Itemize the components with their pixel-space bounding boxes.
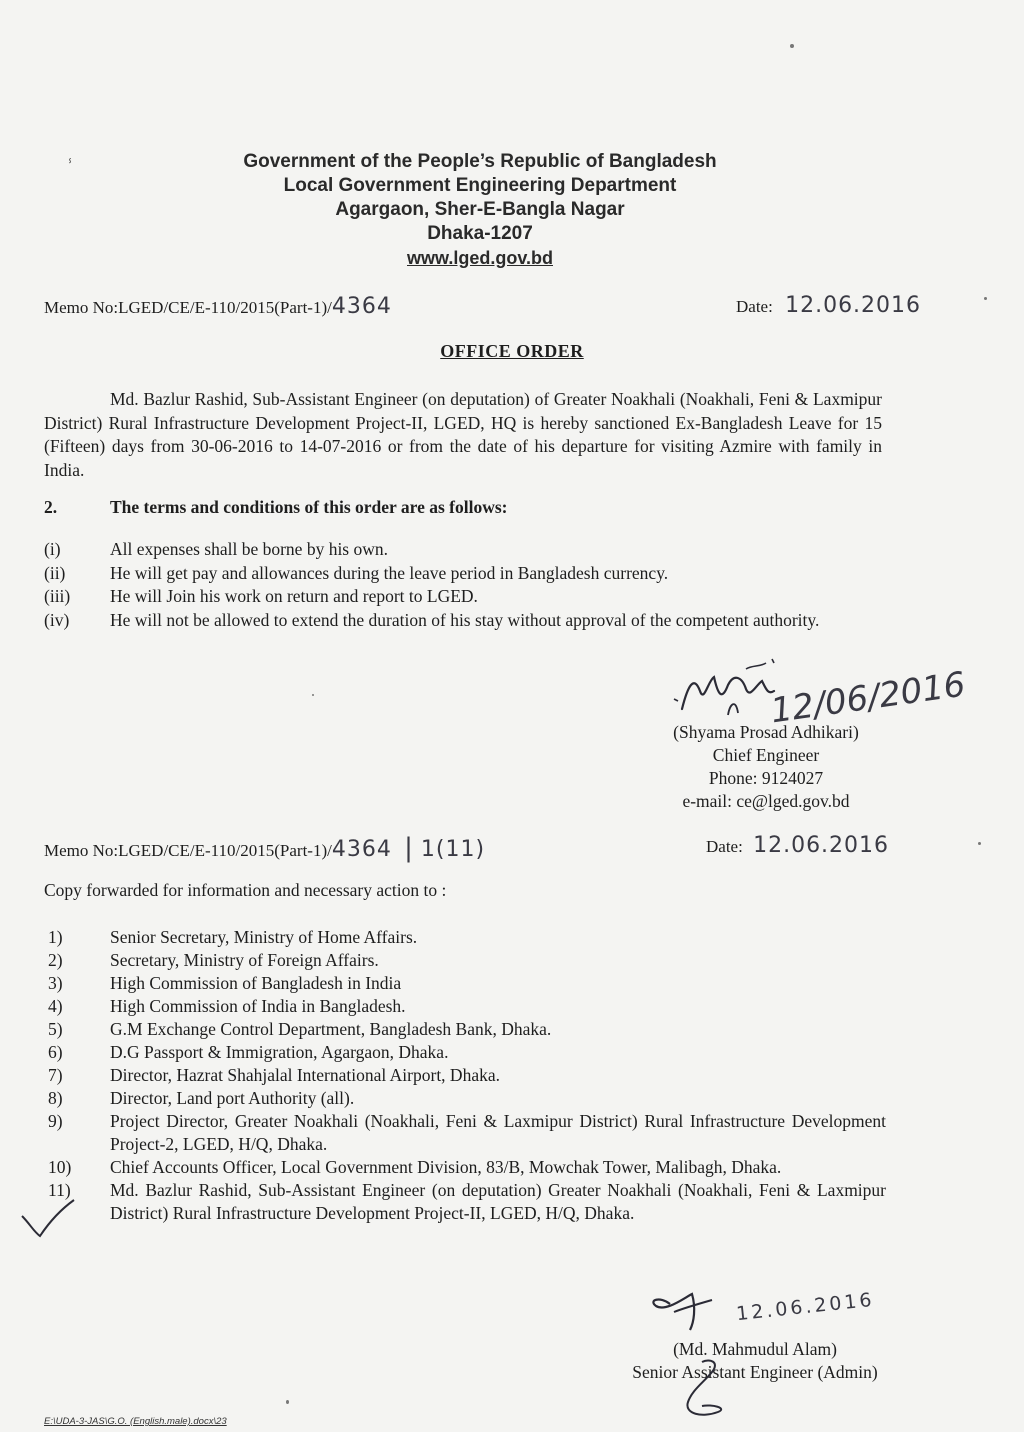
recipient-text: Secretary, Ministry of Foreign Affairs. xyxy=(110,950,379,970)
memo-number-handwritten: 4364 xyxy=(331,294,392,319)
recipient-item xyxy=(44,972,886,995)
recipient-text: Director, Hazrat Shahjalal International Airport, Dhaka. xyxy=(110,1065,500,1085)
date-label: Date: xyxy=(736,297,773,316)
scan-speck xyxy=(286,1400,289,1404)
term-item xyxy=(44,562,884,586)
recipient-text: Senior Secretary, Ministry of Home Affairs. xyxy=(110,927,418,947)
letterhead-address: Agargaon, Sher-E-Bangla Nagar xyxy=(335,199,625,220)
terms-heading xyxy=(44,497,507,518)
recipient-item xyxy=(44,1018,886,1041)
file-path-footer: E:\UDA-3-JAS\G.O. (English.male).docx\23 xyxy=(44,1416,227,1427)
memo-number-line xyxy=(44,294,392,319)
recipient-item xyxy=(44,1179,886,1225)
recipient-item xyxy=(44,1110,886,1156)
recipient-text: Md. Bazlur Rashid, Sub-Assistant Engineer (on deputation) Greater Noakhali (Noakhali, Feni & Laxmipur District) Rural Infrastructure Development Project-II, LGED, H/Q, Dhaka. xyxy=(110,1180,886,1223)
recipient-text: Project Director, Greater Noakhali (Noakhali, Feni & Laxmipur District) Rural Infrastructure Development Project-2, LGED, H/Q, Dhaka. xyxy=(110,1111,886,1154)
recipient-item xyxy=(44,1156,886,1179)
recipient-index: 5) xyxy=(48,1019,63,1039)
divider-mark-icon: | xyxy=(404,833,413,863)
signatory-name: (Shyama Prosad Adhikari) xyxy=(673,722,859,742)
copy-memo-date-line xyxy=(706,833,889,858)
chief-engineer-block xyxy=(636,721,896,813)
recipient-index: 7) xyxy=(48,1065,63,1085)
term-text: He will get pay and allowances during the leave period in Bangladesh currency. xyxy=(110,562,669,583)
term-item xyxy=(44,585,884,609)
copy-memo-prefix: Memo No:LGED/CE/E-110/2015(Part-1)/ xyxy=(44,841,332,860)
letterhead xyxy=(150,150,810,270)
copy-date-handwritten: 12.06.2016 xyxy=(753,833,890,858)
signatory-email: e-mail: ce@lged.gov.bd xyxy=(682,791,850,811)
office-order-title: OFFICE ORDER xyxy=(440,341,584,361)
signatory-designation: Chief Engineer xyxy=(712,745,820,765)
scan-speck xyxy=(978,842,981,845)
signatory-phone: Phone: 9124027 xyxy=(708,768,824,788)
recipient-index: 4) xyxy=(48,996,63,1016)
memo-date-line xyxy=(736,293,921,318)
recipient-index: 2) xyxy=(48,950,63,970)
copy-memo-number-line xyxy=(44,833,485,863)
recipient-text: High Commission of India in Bangladesh. xyxy=(110,996,406,1016)
recipient-index: 10) xyxy=(48,1157,72,1177)
scan-speck xyxy=(312,694,314,696)
initial-signature xyxy=(672,1356,752,1426)
copy-forwarded-intro: Copy forwarded for information and necessary action to : xyxy=(44,880,447,900)
terms-number: 2. xyxy=(44,497,58,517)
terms-heading-text: The terms and conditions of this order are as follows: xyxy=(110,497,508,517)
terms-list xyxy=(44,538,884,632)
copy-memo-suffix-handwritten: 1(11) xyxy=(420,837,486,862)
recipient-item xyxy=(44,1064,886,1087)
letterhead-website[interactable]: www.lged.gov.bd xyxy=(407,248,553,268)
memo-prefix: Memo No:LGED/CE/E-110/2015(Part-1)/ xyxy=(44,298,332,317)
chief-engineer-signature-date: 12/06/2016 xyxy=(768,664,968,732)
letterhead-department: Local Government Engineering Department xyxy=(283,175,677,196)
term-index: (ii) xyxy=(44,562,66,583)
signatory2-name: (Md. Mahmudul Alam) xyxy=(673,1339,837,1359)
recipient-text: D.G Passport & Immigration, Agargaon, Dhaka. xyxy=(110,1042,449,1062)
copy-date-label: Date: xyxy=(706,837,743,856)
term-index: (i) xyxy=(44,539,61,559)
recipient-text: Director, Land port Authority (all). xyxy=(110,1088,355,1108)
recipient-index: 9) xyxy=(48,1111,63,1131)
recipient-index: 11) xyxy=(48,1180,71,1200)
check-mark-icon xyxy=(18,1196,78,1244)
copy-memo-number-handwritten: 4364 xyxy=(331,837,392,862)
letterhead-city: Dhaka-1207 xyxy=(427,223,533,244)
term-index: (iv) xyxy=(44,609,70,630)
term-text: He will Join his work on return and report to LGED. xyxy=(110,586,478,606)
term-item xyxy=(44,609,884,633)
recipient-list xyxy=(44,926,886,1225)
letterhead-government: Government of the People’s Republic of Bangladesh xyxy=(243,151,717,172)
signatory2-designation: Senior Assistant Engineer (Admin) xyxy=(632,1362,878,1382)
scan-speck xyxy=(790,44,794,48)
recipient-text: Chief Accounts Officer, Local Government Division, 83/B, Mowchak Tower, Malibagh, Dhaka. xyxy=(110,1157,782,1177)
recipient-item xyxy=(44,995,886,1018)
recipient-index: 1) xyxy=(48,927,63,947)
admin-engineer-block xyxy=(600,1338,910,1384)
recipient-index: 6) xyxy=(48,1042,63,1062)
term-text: He will not be allowed to extend the duration of his stay without approval of the competent authority. xyxy=(110,609,820,630)
term-text: All expenses shall be borne by his own. xyxy=(110,539,389,559)
scan-speck xyxy=(984,297,987,300)
recipient-text: High Commission of Bangladesh in India xyxy=(110,973,402,993)
recipient-item xyxy=(44,949,886,972)
recipient-item xyxy=(44,926,886,949)
recipient-text: G.M Exchange Control Department, Bangladesh Bank, Dhaka. xyxy=(110,1019,552,1039)
term-item xyxy=(44,538,884,562)
corner-mark-icon: ⸯ xyxy=(66,161,75,176)
admin-signature-date: 12.06.2016 xyxy=(735,1288,876,1326)
recipient-item xyxy=(44,1087,886,1110)
recipient-item xyxy=(44,1041,886,1064)
recipient-index: 3) xyxy=(48,973,63,993)
term-index: (iii) xyxy=(44,586,71,606)
recipient-index: 8) xyxy=(48,1088,63,1108)
date-handwritten: 12.06.2016 xyxy=(785,293,922,318)
order-body-paragraph: Md. Bazlur Rashid, Sub-Assistant Engineer (on deputation) of Greater Noakhali (Noakhali, Feni & Laxmipur District) Rural Infrastructure Development Project-II, LGED, HQ is hereby sanctioned Ex-Bangladesh Leave for 15 (Fifteen) days from 30-06-2016 to 14-07-2016 or from the date of his departure for visiting Azmire with family in India. xyxy=(44,389,882,480)
